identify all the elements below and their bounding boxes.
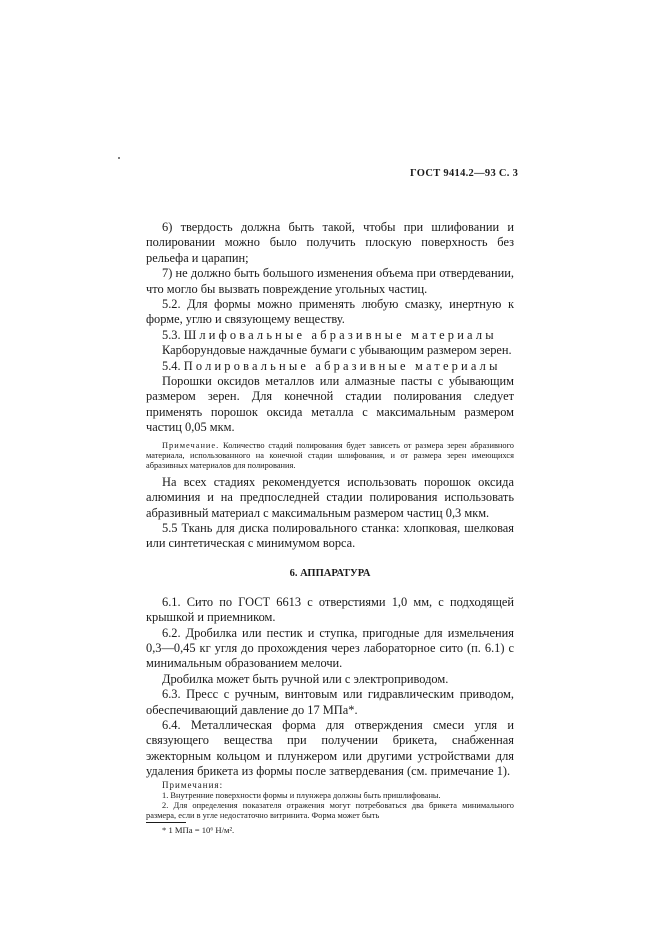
note-1: 1. Внутренние поверхности формы и плунжера должны быть пришлифованы. — [162, 790, 441, 800]
clause-5-4-text: Порошки оксидов металлов или алмазные пасты с убывающим размером зерен. Для конечной стадии полирования следует применять порошок оксида металла с максимальным размером частиц 0,05 мкм. — [146, 374, 514, 435]
clause-6-3: 6.3. Пресс с ручным, винтовым или гидравлическим приводом, обеспечивающий давление до 17 МПа*. — [146, 687, 514, 717]
clause-5-2: 5.2. Для формы можно применять любую смазку, инертную к форме, углю и связующему веществу. — [146, 297, 514, 327]
note-text: Количество стадий полирования будет зависеть от размера зерен абразивного материала, использованного на конечной стадии шлифования, и от размера зерен имеющихся абразивных материалов для полирования. — [146, 440, 514, 470]
clause-5-3-heading — [146, 328, 514, 343]
item-6: 6) твердость должна быть такой, чтобы при шлифовании и полировании можно было получить плоскую поверхность без рельефа и царапин; — [146, 220, 514, 265]
section-6-title: 6. АППАРАТУРА — [289, 567, 371, 579]
document-body — [146, 220, 514, 835]
page-header: ГОСТ 9414.2—93 С. 3 — [410, 168, 519, 179]
clause-5-4-heading — [146, 359, 514, 374]
clause-5-3-title: Шлифовальные абразивные материалы — [183, 327, 497, 342]
footnote: * 1 МПа = 10⁶ Н/м². — [162, 825, 235, 836]
clause-5-3-number: 5.3. — [162, 327, 181, 342]
clause-6-2: 6.2. Дробилка или пестик и ступка, пригодные для измельчения 0,3—0,45 кг угля до прохождения через лабораторное сито (п. 6.1) с минимальным образованием мелочи. — [146, 625, 514, 671]
clause-5-4-title: Полировальные абразивные материалы — [183, 358, 501, 373]
clause-5-3-text: Карборундовые наждачные бумаги с убывающим размером зерен. — [162, 343, 512, 358]
clause-5-4-number: 5.4. — [162, 358, 181, 373]
clause-6-2-note: Дробилка может быть ручной или с электроприводом. — [162, 671, 449, 686]
clause-6-1: 6.1. Сито по ГОСТ 6613 с отверстиями 1,0 мм, с подходящей крышкой и приемником. — [146, 594, 514, 625]
note-label: Примечание. — [162, 440, 220, 450]
note-5-4 — [146, 441, 514, 471]
item-7: 7) не должно быть большого изменения объема при отвердевании, что могло бы вызвать повреждение угольных частиц. — [146, 266, 514, 296]
notes-title: Примечания: — [162, 779, 224, 790]
note-2: 2. Для определения показателя отражения могут потребоваться два брикета минимального размера, если в угле недостаточно витринита. Форма может быть — [146, 800, 514, 820]
scan-speck — [118, 157, 120, 159]
clause-6-4: 6.4. Металлическая форма для отверждения смеси угля и связующего вещества при получении брикета, снабженная эжекторным кольцом и плунжером или другими устройствами для удаления брикета из формы после затвердевания (см. примечание 1). — [146, 717, 514, 779]
footnote-divider — [146, 822, 186, 823]
clause-5-5: 5.5 Ткань для диска полировального станка: хлопковая, шелковая или синтетическая с минимумом ворса. — [146, 520, 514, 551]
all-stages-paragraph: На всех стадиях рекомендуется использовать порошок оксида алюминия и на предпоследней стадии полирования использовать абразивный материал с максимальным размером частиц 0,3 мкм. — [146, 474, 514, 520]
